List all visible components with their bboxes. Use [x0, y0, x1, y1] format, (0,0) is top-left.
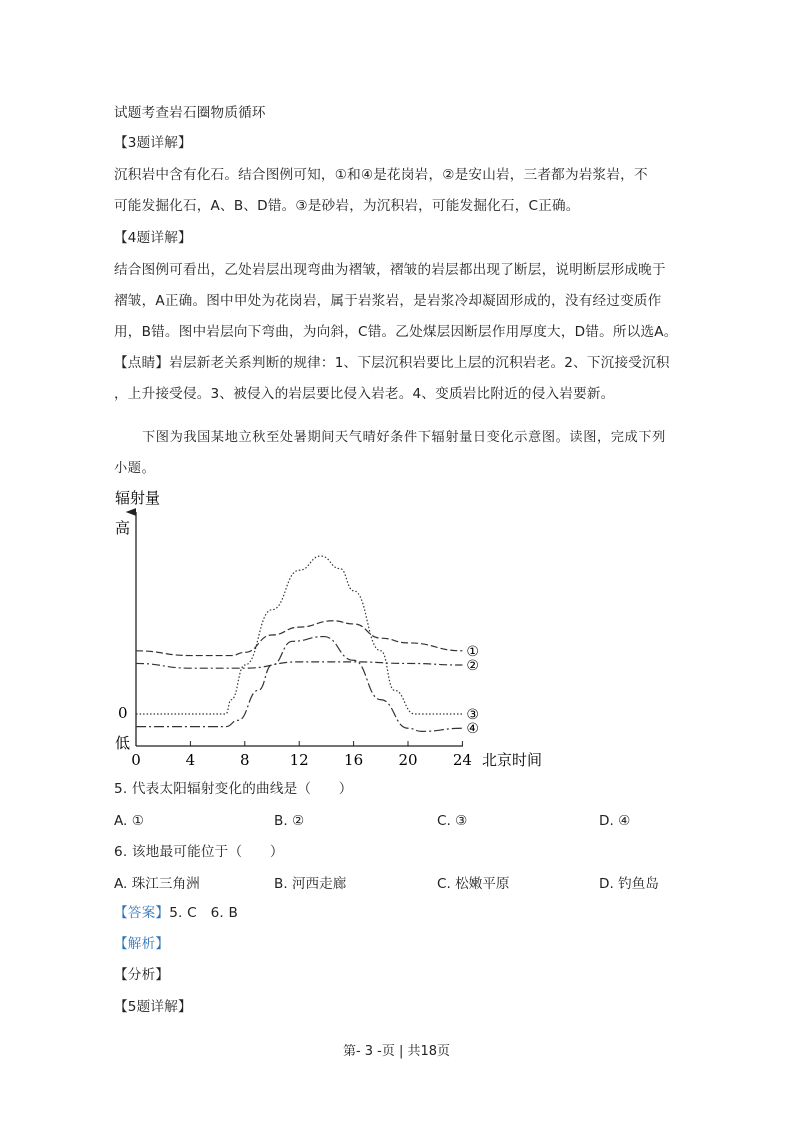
question-intro: 下图为我国某地立秋至处暑期间天气晴好条件下辐射量日变化示意图。读图，完成下列 — [142, 430, 666, 445]
answer-line — [114, 904, 238, 922]
q6-option-b: B. 河西走廊 — [274, 876, 347, 892]
question-6: 6. 该地最可能位于（ ） — [114, 844, 284, 860]
text-line: 褶皱，A正确。图中甲处为花岗岩，属于岩浆岩，是岩浆冷却凝固形成的，没有经过变质作 — [114, 293, 662, 309]
page-footer: 第- 3 -页 | 共18页 — [342, 1044, 451, 1059]
text-line: 沉积岩中含有化石。结合图例可知，①和④是花岗岩，②是安山岩，三者都为岩浆岩，不 — [114, 167, 648, 183]
curve-label-3: ③ — [466, 707, 479, 723]
section-heading: 【3题详解】 — [114, 135, 192, 151]
text-line: 结合图例可看出，乙处岩层出现弯曲为褶皱，褶皱的岩层都出现了断层，说明断层形成晚于 — [114, 262, 666, 278]
answer-text: 5. C 6. B — [169, 905, 238, 921]
q5-option-a: A. ① — [114, 813, 144, 829]
curve-label-4: ④ — [466, 721, 479, 738]
x-tick-label: 24 — [452, 751, 472, 769]
answer-label: 【答案】 — [114, 905, 170, 921]
y-tick-high: 高 — [115, 519, 131, 537]
section-heading: 【4题详解】 — [114, 230, 192, 246]
q5-option-d: D. ④ — [599, 813, 631, 829]
x-tick-label: 0 — [131, 751, 141, 769]
text-line: 【点睛】岩层新老关系判断的规律：1、下层沉积岩要比上层的沉积岩老。2、下沉接受沉积 — [114, 355, 670, 371]
x-tick-label: 16 — [344, 751, 364, 769]
x-tick-label: 20 — [398, 751, 418, 769]
q6-option-c: C. 松嫩平原 — [437, 876, 510, 892]
text-line: 用，B错。图中岩层向下弯曲，为向斜，C错。乙处煤层因断层作用厚度大，D错。所以选A。 — [114, 324, 678, 340]
analysis-heading: 【解析】 — [114, 936, 170, 952]
fenxi-heading: 【分析】 — [114, 967, 170, 983]
y-tick-zero: 0 — [118, 704, 128, 722]
x-tick-label: 8 — [240, 751, 250, 769]
q5-detail-heading: 【5题详解】 — [114, 999, 192, 1015]
y-tick-low: 低 — [115, 734, 131, 752]
text-line: ，上升接受侵。3、被侵入的岩层要比侵入岩老。4、变质岩比附近的侵入岩要新。 — [114, 386, 615, 402]
x-tick-label: 12 — [289, 751, 309, 769]
curve-1 — [136, 621, 462, 656]
curve-label-2: ② — [466, 658, 479, 675]
curve-label-1: ① — [466, 643, 479, 660]
question-5: 5. 代表太阳辐射变化的曲线是（ ） — [114, 781, 353, 797]
x-tick-label: 4 — [185, 751, 196, 769]
q5-option-b: B. ② — [274, 813, 305, 829]
text-line: 可能发掘化石，A、B、D错。③是砂岩，为沉积岩，可能发掘化石，C正确。 — [114, 198, 580, 214]
question-intro: 小题。 — [114, 461, 156, 476]
y-axis-label: 辐射量 — [115, 489, 161, 507]
q5-option-c: C. ③ — [437, 813, 468, 829]
q6-option-a: A. 珠江三角洲 — [114, 876, 200, 892]
text-line: 试题考查岩石圈物质循环 — [114, 105, 266, 121]
q6-option-d: D. 钓鱼岛 — [599, 876, 659, 892]
curve-4 — [136, 637, 462, 732]
curve-2 — [136, 662, 462, 668]
curve-3 — [136, 556, 462, 714]
x-axis-label: 北京时间 — [482, 751, 543, 769]
